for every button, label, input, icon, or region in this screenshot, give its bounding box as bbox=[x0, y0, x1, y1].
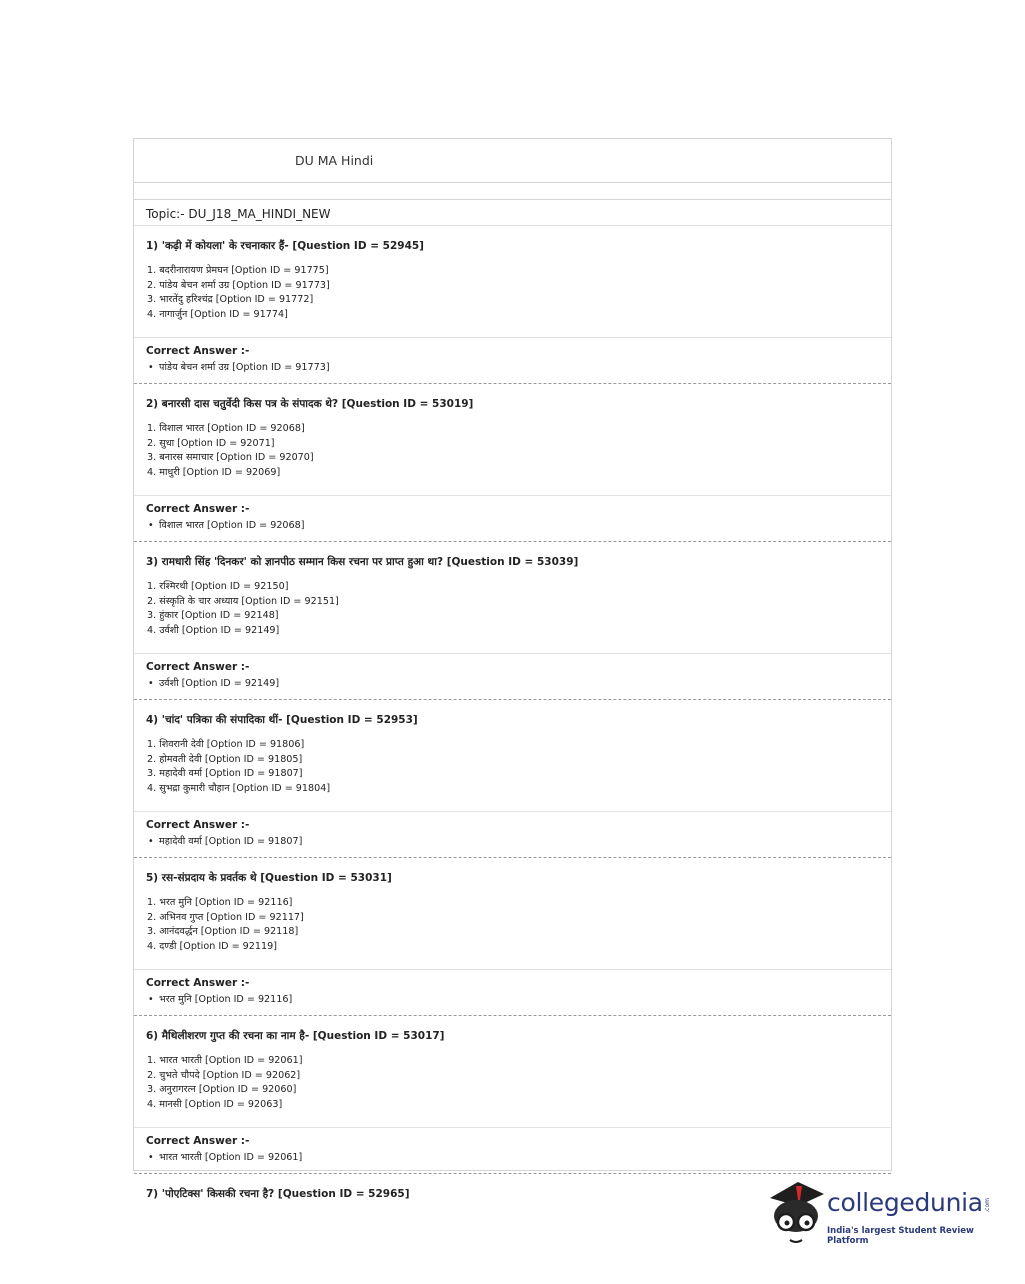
option-item: 2. सुधा [Option ID = 92071] bbox=[147, 437, 275, 449]
option-list bbox=[134, 575, 891, 653]
bullet-icon: • bbox=[148, 836, 154, 847]
correct-answer-text: उर्वशी [Option ID = 92149] bbox=[159, 678, 280, 689]
correct-answer-box bbox=[134, 653, 891, 699]
option-item: 4. माधुरी [Option ID = 92069] bbox=[147, 466, 281, 478]
option-item: 1. भरत मुनि [Option ID = 92116] bbox=[147, 897, 293, 908]
correct-answer-box bbox=[134, 969, 891, 1015]
correct-answer-label: Correct Answer :- bbox=[146, 503, 250, 515]
option-item: 1. रश्मिरथी [Option ID = 92150] bbox=[147, 581, 289, 592]
option-item: 2. पांडेय बेचन शर्मा उग्र [Option ID = 91773] bbox=[147, 279, 330, 291]
bullet-icon: • bbox=[148, 678, 154, 689]
option-item: 2. अभिनव गुप्त [Option ID = 92117] bbox=[147, 911, 304, 923]
option-item: 2. चुभते चौपदे [Option ID = 92062] bbox=[147, 1069, 301, 1081]
option-list bbox=[134, 259, 891, 337]
option-list bbox=[134, 417, 891, 495]
correct-answer-text: भरत मुनि [Option ID = 92116] bbox=[159, 994, 293, 1005]
bullet-icon: • bbox=[148, 520, 154, 531]
correct-answer-label: Correct Answer :- bbox=[146, 819, 250, 831]
correct-answer-text: भारत भारती [Option ID = 92061] bbox=[159, 1152, 303, 1163]
option-item: 3. महादेवी वर्मा [Option ID = 91807] bbox=[147, 768, 303, 780]
question-block bbox=[134, 226, 891, 383]
student-mascot-icon bbox=[766, 1178, 826, 1248]
question-block bbox=[134, 699, 891, 857]
paper-title: DU MA Hindi bbox=[295, 153, 374, 168]
correct-answer-row bbox=[146, 360, 879, 376]
option-item: 2. होमवती देवी [Option ID = 91805] bbox=[147, 753, 303, 765]
logo-dotcom: .com bbox=[984, 1198, 991, 1213]
question-block bbox=[134, 383, 891, 541]
correct-answer-box bbox=[134, 811, 891, 857]
bullet-icon: • bbox=[148, 362, 154, 373]
correct-answer-row bbox=[146, 1150, 879, 1166]
correct-answer-row bbox=[146, 676, 879, 692]
question-heading: 4) 'चांद' पत्रिका की संपादिका थीं- [Question ID = 52953] bbox=[146, 714, 418, 726]
correct-answer-box bbox=[134, 495, 891, 541]
option-item: 1. भारत भारती [Option ID = 92061] bbox=[147, 1055, 303, 1066]
correct-answer-label: Correct Answer :- bbox=[146, 1135, 250, 1147]
paper-header bbox=[134, 139, 891, 183]
option-item: 3. बनारस समाचार [Option ID = 92070] bbox=[147, 452, 314, 464]
correct-answer-box bbox=[134, 1127, 891, 1173]
logo-tagline: India's largest Student Review Platform bbox=[827, 1226, 974, 1246]
option-item: 1. शिवरानी देवी [Option ID = 91806] bbox=[147, 739, 305, 750]
option-list bbox=[134, 891, 891, 969]
bullet-icon: • bbox=[148, 1152, 154, 1163]
option-item: 4. नागार्जुन [Option ID = 91774] bbox=[147, 308, 288, 320]
topic-line: Topic:- DU_J18_MA_HINDI_NEW bbox=[134, 200, 891, 226]
question-heading: 7) 'पोएटिक्स' किसकी रचना है? [Question ID = 52965] bbox=[146, 1188, 410, 1200]
question-block bbox=[134, 857, 891, 1015]
option-item: 3. भारतेंदु हरिश्चंद्र [Option ID = 91772] bbox=[147, 294, 314, 306]
option-list bbox=[134, 733, 891, 811]
question-list bbox=[134, 226, 891, 1207]
question-heading: 5) रस-संप्रदाय के प्रवर्तक थे [Question ID = 53031] bbox=[146, 872, 392, 884]
correct-answer-row bbox=[146, 992, 879, 1008]
option-item: 4. सुभद्रा कुमारी चौहान [Option ID = 91804] bbox=[147, 782, 331, 794]
correct-answer-text: महादेवी वर्मा [Option ID = 91807] bbox=[159, 836, 303, 847]
question-heading: 2) बनारसी दास चतुर्वेदी किस पत्र के संपादक थे? [Question ID = 53019] bbox=[146, 398, 474, 410]
correct-answer-row bbox=[146, 834, 879, 850]
logo-wordmark: collegedunia bbox=[827, 1188, 983, 1217]
header-spacer bbox=[134, 183, 891, 200]
option-item: 4. दण्डी [Option ID = 92119] bbox=[147, 940, 277, 952]
question-heading: 3) रामधारी सिंह 'दिनकर' को ज्ञानपीठ सम्मान किस रचना पर प्राप्त हुआ था? [Question ID = 53039] bbox=[146, 556, 579, 568]
option-item: 4. मानसी [Option ID = 92063] bbox=[147, 1098, 283, 1110]
option-item: 1. विशाल भारत [Option ID = 92068] bbox=[147, 423, 305, 434]
collegedunia-logo bbox=[766, 1178, 996, 1248]
question-heading: 1) 'कढ़ी में कोयला' के रचनाकार हैं- [Question ID = 52945] bbox=[146, 240, 424, 252]
question-heading: 6) मैथिलीशरण गुप्त की रचना का नाम है- [Question ID = 53017] bbox=[146, 1030, 445, 1042]
correct-answer-label: Correct Answer :- bbox=[146, 661, 250, 673]
question-paper bbox=[133, 138, 892, 1200]
question-block bbox=[134, 1015, 891, 1173]
correct-answer-text: पांडेय बेचन शर्मा उग्र [Option ID = 91773] bbox=[159, 362, 330, 373]
option-item: 4. उर्वशी [Option ID = 92149] bbox=[147, 624, 280, 636]
option-list bbox=[134, 1049, 891, 1127]
option-item: 3. अनुरागरत्न [Option ID = 92060] bbox=[147, 1084, 297, 1096]
bullet-icon: • bbox=[148, 994, 154, 1005]
correct-answer-label: Correct Answer :- bbox=[146, 977, 250, 989]
option-item: 3. हुंकार [Option ID = 92148] bbox=[147, 610, 279, 622]
correct-answer-label: Correct Answer :- bbox=[146, 345, 250, 357]
correct-answer-row bbox=[146, 518, 879, 534]
correct-answer-box bbox=[134, 337, 891, 383]
correct-answer-text: विशाल भारत [Option ID = 92068] bbox=[159, 520, 305, 531]
option-item: 2. संस्कृति के चार अध्याय [Option ID = 92151] bbox=[147, 595, 339, 607]
option-item: 1. बदरीनारायण प्रेमघन [Option ID = 91775] bbox=[147, 265, 329, 276]
question-block bbox=[134, 541, 891, 699]
option-item: 3. आनंदवर्द्धन [Option ID = 92118] bbox=[147, 926, 299, 938]
